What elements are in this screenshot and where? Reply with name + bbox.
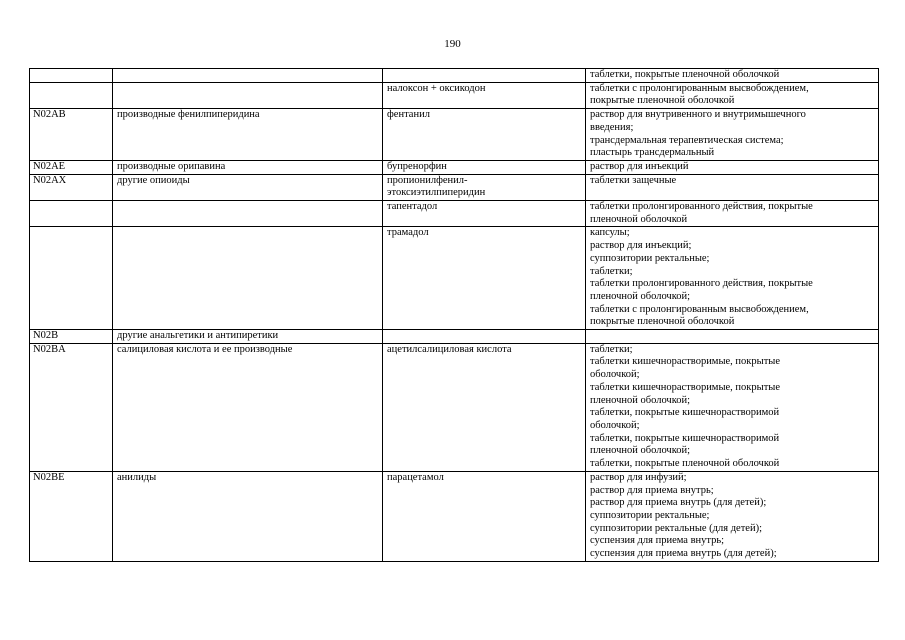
drug-cell: трамадол bbox=[383, 227, 586, 330]
dosage-forms-cell: таблетки, покрытые пленочной оболочкой bbox=[586, 69, 879, 83]
dosage-forms-cell: капсулы; раствор для инъекций; суппозитории ректальные; таблетки; таблетки пролонгированного действия, покрытые пленочной оболочкой; таблетки с пролонгированным высвобождением, покрытые пленочной оболочкой bbox=[586, 227, 879, 330]
drug-cell: пропионилфенил- этоксиэтилпиперидин bbox=[383, 174, 586, 200]
table-row bbox=[30, 471, 879, 561]
group-cell: другие анальгетики и антипиретики bbox=[113, 330, 383, 344]
atc-code-cell bbox=[30, 82, 113, 108]
table-row bbox=[30, 109, 879, 161]
group-cell bbox=[113, 82, 383, 108]
table-row bbox=[30, 69, 879, 83]
table-row bbox=[30, 174, 879, 200]
atc-code-cell: N02B bbox=[30, 330, 113, 344]
table-row bbox=[30, 343, 879, 471]
drug-cell: тапентадол bbox=[383, 201, 586, 227]
table-row bbox=[30, 330, 879, 344]
dosage-forms-cell: раствор для внутривенного и внутримышечного введения; трансдермальная терапевтическая система; пластырь трансдермальный bbox=[586, 109, 879, 161]
group-cell: производные фенилпиперидина bbox=[113, 109, 383, 161]
group-cell: салициловая кислота и ее производные bbox=[113, 343, 383, 471]
drug-cell: парацетамол bbox=[383, 471, 586, 561]
atc-code-cell: N02BA bbox=[30, 343, 113, 471]
page-number: 190 bbox=[444, 38, 461, 50]
dosage-forms-cell bbox=[586, 330, 879, 344]
atc-code-cell bbox=[30, 227, 113, 330]
atc-code-cell bbox=[30, 69, 113, 83]
dosage-forms-cell: таблетки защечные bbox=[586, 174, 879, 200]
atc-code-cell: N02AX bbox=[30, 174, 113, 200]
dosage-forms-cell: раствор для инъекций bbox=[586, 160, 879, 174]
group-cell bbox=[113, 201, 383, 227]
group-cell bbox=[113, 227, 383, 330]
table-row bbox=[30, 160, 879, 174]
drug-cell: ацетилсалициловая кислота bbox=[383, 343, 586, 471]
dosage-forms-cell: таблетки с пролонгированным высвобождением, покрытые пленочной оболочкой bbox=[586, 82, 879, 108]
group-cell bbox=[113, 69, 383, 83]
drug-cell: налоксон + оксикодон bbox=[383, 82, 586, 108]
table-row bbox=[30, 227, 879, 330]
drug-cell: фентанил bbox=[383, 109, 586, 161]
atc-code-cell: N02BE bbox=[30, 471, 113, 561]
drug-cell bbox=[383, 330, 586, 344]
group-cell: другие опиоиды bbox=[113, 174, 383, 200]
atc-code-cell bbox=[30, 201, 113, 227]
atc-code-cell: N02AE bbox=[30, 160, 113, 174]
group-cell: анилиды bbox=[113, 471, 383, 561]
group-cell: производные орипавина bbox=[113, 160, 383, 174]
dosage-forms-cell: таблетки пролонгированного действия, покрытые пленочной оболочкой bbox=[586, 201, 879, 227]
atc-code-cell: N02AB bbox=[30, 109, 113, 161]
drug-table bbox=[29, 68, 879, 562]
drug-cell bbox=[383, 69, 586, 83]
dosage-forms-cell: раствор для инфузий; раствор для приема внутрь; раствор для приема внутрь (для детей); суппозитории ректальные; суппозитории ректальные (для детей); суспензия для приема внутрь; суспензия для приема внутрь (для детей); bbox=[586, 471, 879, 561]
table-row bbox=[30, 82, 879, 108]
drug-cell: бупренорфин bbox=[383, 160, 586, 174]
table-row bbox=[30, 201, 879, 227]
dosage-forms-cell: таблетки; таблетки кишечнорастворимые, покрытые оболочкой; таблетки кишечнорастворимые, покрытые пленочной оболочкой; таблетки, покрытые кишечнорастворимой оболочкой; таблетки, покрытые кишечнорастворимой пленочной оболочкой; таблетки, покрытые пленочной оболочкой bbox=[586, 343, 879, 471]
